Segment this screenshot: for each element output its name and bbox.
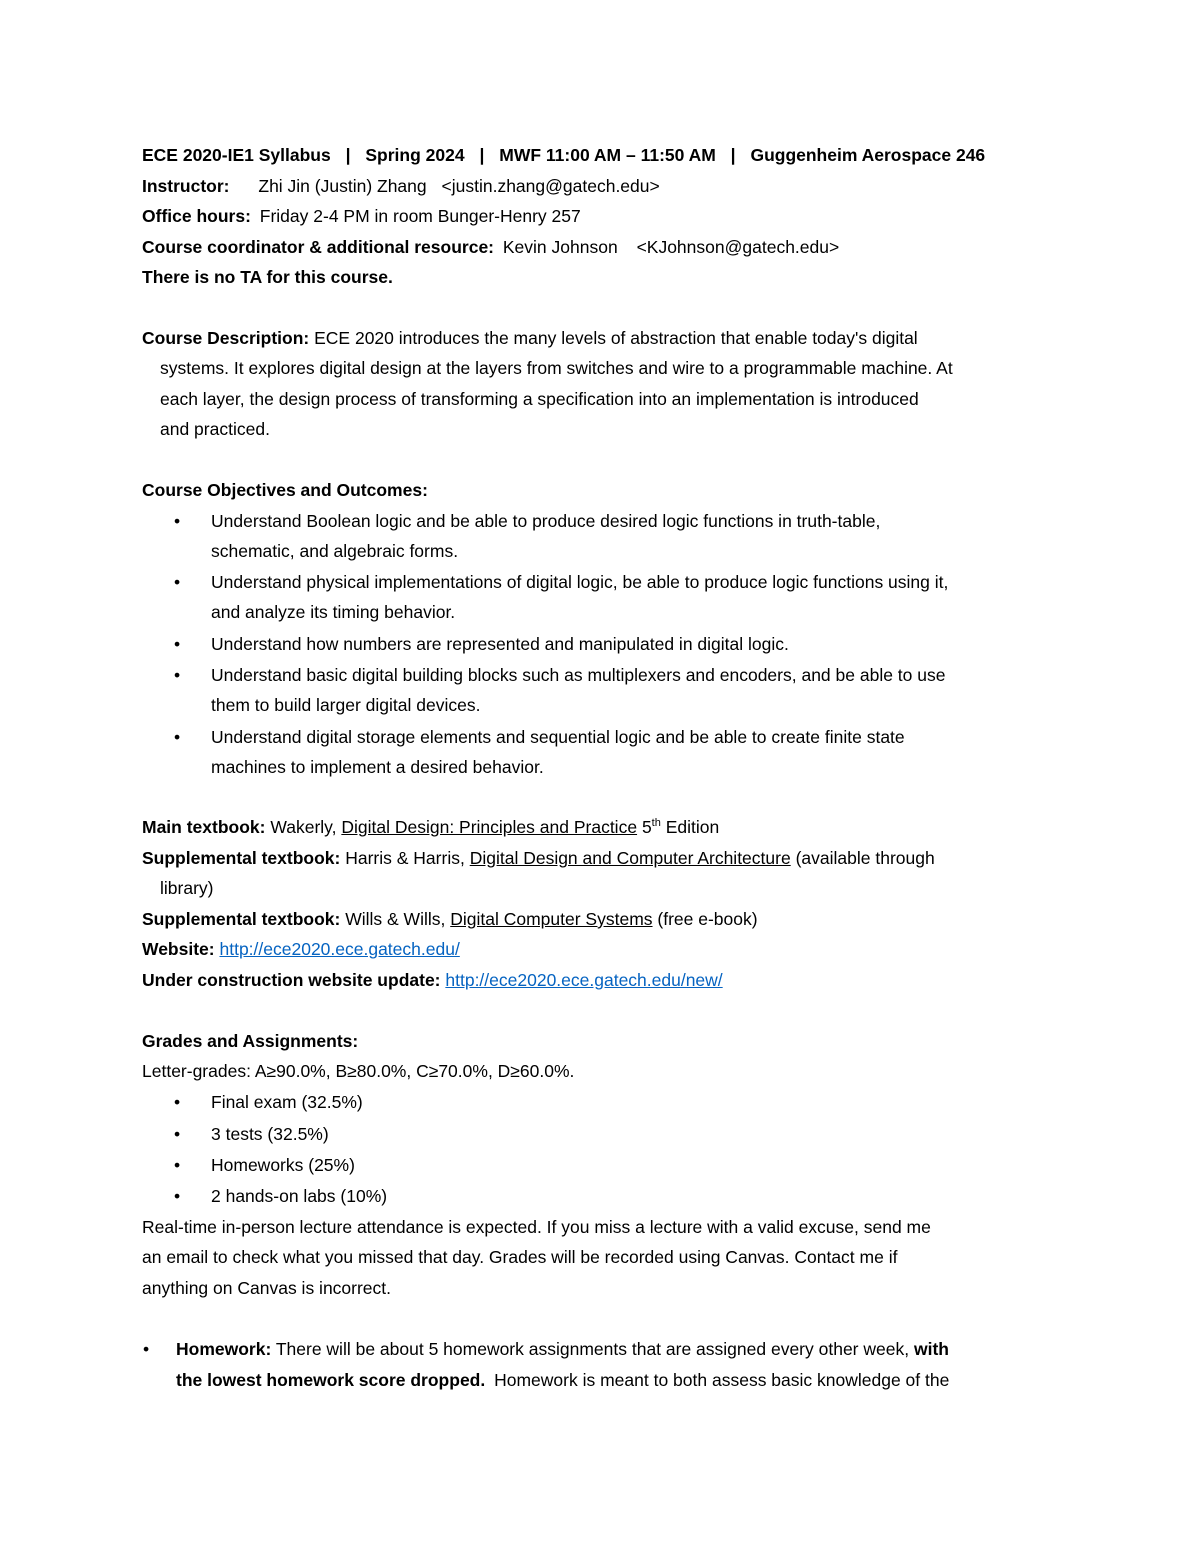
instructor-email: <justin.zhang@gatech.edu> — [441, 176, 660, 196]
office-hours-line — [142, 205, 581, 227]
supplemental-textbook-title: Digital Design and Computer Architecture — [469, 848, 791, 868]
bullet-icon: • — [174, 727, 181, 747]
description-text: and practiced. — [160, 419, 270, 439]
header-separator: | — [345, 145, 351, 165]
website-update-link[interactable]: http://ece2020.ece.gatech.edu/new/ — [445, 970, 723, 990]
homework-label: Homework: — [176, 1339, 272, 1359]
objective-item: them to build larger digital devices. — [211, 695, 481, 715]
bullet-icon: • — [174, 634, 181, 654]
objective-item: Understand basic digital building blocks such as multiplexers and encoders, and be able to use — [211, 665, 946, 685]
no-ta-line — [142, 266, 393, 288]
objectives-heading — [142, 479, 428, 501]
no-ta-notice: There is no TA for this course. — [142, 267, 393, 287]
bullet-icon: • — [174, 1155, 181, 1175]
website-link[interactable]: http://ece2020.ece.gatech.edu/ — [219, 939, 460, 959]
homework-line — [176, 1369, 949, 1391]
website-line — [142, 938, 460, 960]
objective-item: schematic, and algebraic forms. — [211, 541, 459, 561]
supplemental-textbook-line — [142, 908, 758, 930]
website-update-label: Under construction website update: — [142, 970, 441, 990]
edition-superscript: th — [651, 817, 661, 830]
homework-text: There will be about 5 homework assignments that are assigned every other week, — [275, 1339, 910, 1359]
class-time: MWF 11:00 AM – 11:50 AM — [499, 145, 716, 165]
coordinator-name: Kevin Johnson — [502, 237, 618, 257]
description-text: systems. It explores digital design at the layers from switches and wire to a programmable machine. At — [160, 358, 953, 378]
supplemental-textbook-note: (available through — [795, 848, 935, 868]
attendance-text: an email to check what you missed that day. Grades will be recorded using Canvas. Contact me if — [142, 1247, 898, 1267]
grade-item: 2 hands-on labs (10%) — [211, 1186, 388, 1206]
supplemental-textbook-author: Harris & Harris, — [345, 848, 465, 868]
office-hours-value: Friday 2-4 PM in room Bunger-Henry 257 — [259, 206, 581, 226]
grades-heading — [142, 1030, 358, 1052]
supplemental-textbook-author: Wills & Wills, — [345, 909, 446, 929]
letter-grades: Letter-grades: A≥90.0%, B≥80.0%, C≥70.0%, D≥60.0%. — [142, 1061, 575, 1081]
objective-item: Understand digital storage elements and sequential logic and be able to create finite state — [211, 727, 905, 747]
supplemental-textbook-label: Supplemental textbook: — [142, 848, 341, 868]
grades-heading-text: Grades and Assignments: — [142, 1031, 359, 1051]
description-line — [142, 327, 918, 349]
course-title: ECE 2020-IE1 Syllabus — [142, 145, 331, 165]
bullet-icon: • — [174, 1186, 181, 1206]
objective-item: Understand physical implementations of digital logic, be able to produce logic functions using it, — [211, 572, 949, 592]
attendance-text: anything on Canvas is incorrect. — [142, 1278, 392, 1298]
supplemental-textbook-title: Digital Computer Systems — [450, 909, 653, 929]
objective-item: Understand Boolean logic and be able to produce desired logic functions in truth-table, — [211, 511, 881, 531]
supplemental-textbook-note: library) — [160, 878, 214, 898]
objective-item: machines to implement a desired behavior. — [211, 757, 544, 777]
main-textbook-author: Wakerly, — [270, 817, 337, 837]
bullet-icon: • — [174, 1092, 181, 1112]
main-textbook-label: Main textbook: — [142, 817, 266, 837]
homework-emphasis: with — [913, 1339, 949, 1359]
office-hours-label: Office hours: — [142, 206, 251, 226]
description-text: ECE 2020 introduces the many levels of abstraction that enable today's digital — [314, 328, 918, 348]
objective-item: Understand how numbers are represented and manipulated in digital logic. — [211, 634, 789, 654]
header-separator: | — [730, 145, 736, 165]
syllabus-header — [142, 144, 985, 166]
bullet-icon: • — [174, 511, 181, 531]
supplemental-textbook-label: Supplemental textbook: — [142, 909, 341, 929]
instructor-line — [142, 175, 660, 197]
bullet-icon: • — [174, 572, 181, 592]
homework-line — [176, 1338, 949, 1360]
grade-item: Final exam (32.5%) — [211, 1092, 363, 1112]
header-separator: | — [479, 145, 485, 165]
main-textbook-line — [142, 816, 719, 838]
supplemental-textbook-note: (free e-book) — [657, 909, 758, 929]
homework-text: Homework is meant to both assess basic knowledge of the — [494, 1370, 950, 1390]
main-textbook-edition: Edition — [665, 817, 720, 837]
grade-item: 3 tests (32.5%) — [211, 1124, 329, 1144]
grade-item: Homeworks (25%) — [211, 1155, 355, 1175]
website-update-line — [142, 969, 723, 991]
classroom: Guggenheim Aerospace 246 — [750, 145, 986, 165]
homework-emphasis: the lowest homework score dropped. — [176, 1370, 486, 1390]
bullet-icon: • — [174, 1124, 181, 1144]
objectives-heading-text: Course Objectives and Outcomes: — [142, 480, 428, 500]
term: Spring 2024 — [365, 145, 465, 165]
bullet-icon: • — [143, 1339, 150, 1359]
description-label: Course Description: — [142, 328, 310, 348]
description-text: each layer, the design process of transforming a specification into an implementation is introduced — [160, 389, 919, 409]
coordinator-label: Course coordinator & additional resource: — [142, 237, 494, 257]
main-textbook-edition-number: 5 — [641, 817, 652, 837]
objective-item: and analyze its timing behavior. — [211, 602, 456, 622]
attendance-text: Real-time in-person lecture attendance is expected. If you miss a lecture with a valid excuse, send me — [142, 1217, 931, 1237]
coordinator-line — [142, 236, 839, 258]
bullet-icon: • — [174, 665, 181, 685]
website-label: Website: — [142, 939, 215, 959]
supplemental-textbook-line — [142, 847, 935, 869]
main-textbook-title: Digital Design: Principles and Practice — [341, 817, 638, 837]
coordinator-email: <KJohnson@gatech.edu> — [636, 237, 840, 257]
instructor-name: Zhi Jin (Justin) Zhang — [258, 176, 427, 196]
instructor-label: Instructor: — [142, 176, 230, 196]
